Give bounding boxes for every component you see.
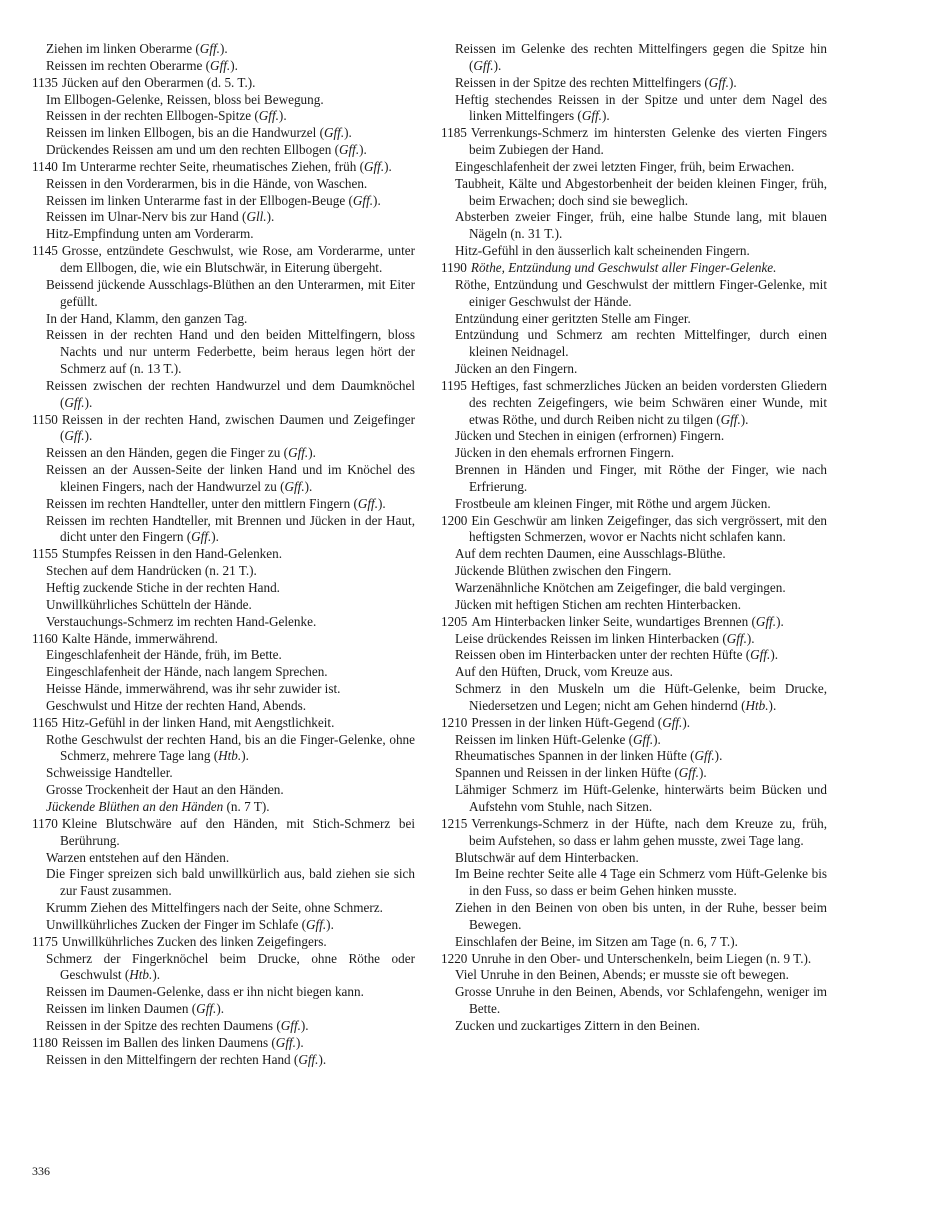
entry-tail: ). (359, 142, 367, 158)
source-abbrev: Gff. (199, 41, 220, 56)
entry-text: Beissend jückende Ausschlags-Blüthen an den Unterarmen, mit Eiter gefüllt. (46, 276, 415, 309)
entry-text: Reissen im linken Ellbogen, bis an die Handwurzel ( (46, 125, 324, 141)
entry-text: Reissen in der rechten Hand, zwischen Daumen und Zeigefinger ( (60, 411, 415, 444)
symptom-entry (32, 765, 415, 782)
entry-text: Unruhe in den Ober- und Unterschenkeln, beim Liegen (n. 9 T.). (471, 950, 812, 966)
entry-italic-text: Röthe, Entzündung und Geschwulst aller Finger-Gelenke. (470, 259, 777, 275)
symptom-entry (441, 243, 827, 260)
source-abbrev: Gff. (306, 916, 327, 932)
symptom-entry (32, 445, 415, 462)
source-abbrev: Gff. (275, 1034, 296, 1050)
symptom-entry (441, 782, 827, 816)
entry-text: Reissen in den Mittelfingern der rechten Hand ( (46, 1051, 299, 1067)
entry-text: Jücken und Stechen in einigen (erfrornen) Fingern. (455, 428, 725, 444)
source-abbrev: Gff. (726, 630, 747, 646)
entry-tail: ). (278, 108, 287, 124)
symptom-entry (441, 597, 827, 614)
entry-number: 1135 (32, 74, 58, 90)
symptom-entry (441, 866, 827, 900)
entry-tail: ). (304, 478, 313, 494)
numbered-entry (441, 951, 827, 968)
symptom-entry (32, 1018, 415, 1035)
entry-text: Warzenähnliche Knötchen am Zeigefinger, die bald vergingen. (455, 580, 786, 595)
entry-tail: ). (84, 394, 93, 410)
source-abbrev: Htb. (218, 748, 242, 764)
entry-text: Entzündung einer geritzten Stelle am Finger. (455, 310, 691, 326)
source-abbrev: Gff. (755, 613, 777, 629)
symptom-entry (32, 193, 415, 210)
entry-number: 1190 (441, 259, 467, 275)
source-abbrev: Gff. (288, 445, 309, 461)
entry-text: Reissen zwischen der rechten Handwurzel und dem Daumknöchel ( (46, 377, 415, 410)
entry-text: Rheumatisches Spannen in der linken Hüfte ( (455, 748, 695, 764)
symptom-entry (441, 1018, 827, 1035)
page-number: 336 (32, 1164, 50, 1178)
source-abbrev: Gff. (338, 142, 360, 158)
right-column (441, 41, 827, 1035)
entry-text: Reissen in der Spitze des rechten Daumens ( (46, 1017, 281, 1033)
entry-text: Heftig stechendes Reissen in der Spitze und unter dem Nagel des linken Mittelfingers ( (455, 91, 827, 124)
symptom-entry (32, 681, 415, 698)
entry-text: Verrenkungs-Schmerz im hintersten Gelenke des vierten Fingers beim Zubiegen der Hand. (469, 125, 827, 158)
entry-text: Jückende Blüthen zwischen den Fingern. (455, 563, 672, 579)
entry-tail: ). (728, 74, 737, 90)
symptom-entry (32, 1001, 415, 1018)
symptom-entry (32, 799, 415, 816)
entry-tail: ). (216, 1001, 225, 1017)
numbered-entry (32, 546, 415, 563)
symptom-entry (32, 58, 415, 75)
entry-text: Reissen in den Vorderarmen, bis in die Hände, von Waschen. (46, 175, 368, 191)
symptom-entry (32, 614, 415, 631)
numbered-entry (32, 934, 415, 951)
symptom-entry (441, 580, 827, 597)
entry-number: 1210 (441, 714, 468, 730)
entry-text: Eingeschlafenheit der zwei letzten Finger, früh, beim Erwachen. (455, 158, 795, 174)
source-abbrev: Gff. (750, 647, 771, 663)
entry-text: Hitz-Gefühl in den äusserlich kalt scheinenden Fingern. (455, 243, 750, 259)
symptom-entry (32, 866, 415, 900)
entry-text: Schmerz in den Muskeln um die Hüft-Gelenke, beim Drucke, Niedersetzen und Legen; nicht am Gehen hindernd ( (455, 681, 827, 713)
source-abbrev: Gff. (473, 57, 494, 73)
entry-tail: ). (746, 630, 755, 646)
entry-text: Rothe Geschwulst der rechten Hand, bis an die Finger-Gelenke, ohne Schmerz, mehrere Tage lang ( (46, 731, 415, 764)
symptom-entry (32, 378, 415, 412)
source-abbrev: Gff. (284, 478, 305, 494)
entry-text: In der Hand, Klamm, den ganzen Tag. (46, 310, 248, 326)
entry-tail: ). (768, 697, 777, 713)
entry-tail: ). (698, 765, 707, 781)
entry-text: Entzündung und Schmerz am rechten Mittelfinger, durch einen kleinen Neidnagel. (455, 327, 827, 360)
entry-text: Reissen in der rechten Hand und den beiden Mittelfingern, bloss Nachts und nur unterm Federbette, beim heraus legen hört der Schmerz auf (n. 13 T.). (46, 327, 415, 377)
entry-number: 1155 (32, 546, 58, 562)
entry-text: Reissen im Ulnar-Nerv bis zur Hand ( (46, 209, 247, 225)
entry-tail: ). (295, 1034, 304, 1050)
numbered-entry (32, 243, 415, 277)
entry-text: Absterben zweier Finger, früh, eine halbe Stunde lang, mit blauen Nägeln (n. 31 T.). (455, 209, 827, 242)
entry-text: Pressen in der linken Hüft-Gegend ( (471, 714, 663, 730)
source-abbrev: Gff. (352, 192, 374, 208)
symptom-entry (32, 92, 415, 109)
entry-tail: ). (714, 748, 723, 764)
entry-text: Stechen auf dem Handrücken (n. 21 T.). (46, 563, 257, 579)
source-abbrev: Gff. (694, 748, 715, 764)
symptom-entry (441, 361, 827, 378)
symptom-entry (441, 209, 827, 243)
symptom-entry (441, 967, 827, 984)
source-abbrev: Gff. (191, 529, 212, 545)
entry-text: Spannen und Reissen in der linken Hüfte ( (455, 765, 679, 781)
symptom-entry (32, 108, 415, 125)
entry-text: Jücken auf den Oberarmen (d. 5. T.). (61, 74, 256, 90)
entry-text: Hitz-Gefühl in der linken Hand, mit Aengstlichkeit. (61, 714, 335, 730)
entry-number: 1200 (441, 512, 468, 528)
entry-tail: ). (601, 108, 610, 124)
symptom-entry (441, 681, 827, 715)
entry-text: Drückendes Reissen am und um den rechten Ellbogen ( (46, 142, 339, 158)
entry-text: Lähmiger Schmerz im Hüft-Gelenke, hinterwärts beim Bücken und Aufstehn vom Stuhle, nach Sitzen. (455, 782, 827, 814)
symptom-entry (441, 631, 827, 648)
entry-text: Reissen im linken Unterarme fast in der Ellbogen-Beuge ( (46, 192, 353, 208)
symptom-entry (441, 496, 827, 513)
symptom-entry (441, 159, 827, 176)
entry-text: Frostbeule am kleinen Finger, mit Röthe und argem Jücken. (455, 495, 771, 511)
symptom-entry (32, 209, 415, 226)
entry-tail: ). (373, 192, 381, 208)
symptom-entry (32, 782, 415, 799)
symptom-entry (32, 580, 415, 597)
entry-tail: ). (493, 57, 502, 73)
entry-number: 1205 (441, 613, 468, 629)
entry-tail: ). (384, 158, 392, 174)
entry-text: Kalte Hände, immerwährend. (61, 630, 218, 646)
numbered-entry (441, 378, 827, 429)
entry-tail: (n. 7 T). (223, 798, 270, 814)
symptom-entry (441, 277, 827, 311)
entry-text: Viel Unruhe in den Beinen, Abends; er musste sie oft bewegen. (455, 967, 789, 983)
entry-text: Warzen entstehen auf den Händen. (46, 849, 230, 865)
entry-tail: ). (318, 1051, 327, 1067)
entry-number: 1220 (441, 950, 468, 966)
numbered-entry (32, 75, 415, 92)
entry-text: Reissen im linken Daumen ( (46, 1001, 197, 1017)
entry-text: Reissen oben im Hinterbacken unter der rechten Hüfte ( (455, 647, 751, 663)
entry-text: Grosse Trockenheit der Haut an den Händen. (46, 782, 284, 798)
symptom-entry (441, 984, 827, 1018)
symptom-entry (32, 917, 415, 934)
numbered-entry (32, 631, 415, 648)
entry-text: Ziehen im linken Oberarme ( (46, 41, 200, 56)
symptom-entry (32, 142, 415, 159)
symptom-entry (441, 428, 827, 445)
entry-tail: ). (776, 613, 784, 629)
entry-text: Reissen im rechten Handteller, unter den mittlern Fingern ( (46, 495, 358, 511)
symptom-entry (32, 1052, 415, 1069)
source-abbrev: Gff. (196, 1001, 217, 1017)
entry-tail: ). (326, 916, 334, 932)
entry-text: Reissen im linken Hüft-Gelenke ( (455, 731, 633, 747)
numbered-entry (32, 816, 415, 850)
entry-number: 1160 (32, 630, 58, 646)
entry-text: Eingeschlafenheit der Hände, früh, im Bette. (46, 647, 282, 663)
symptom-entry (32, 732, 415, 766)
source-abbrev: Gff. (708, 74, 729, 90)
symptom-entry (441, 732, 827, 749)
symptom-entry (441, 327, 827, 361)
entry-text: Röthe, Entzündung und Geschwulst der mittlern Finger-Gelenke, mit einiger Geschwulst der Hände. (455, 276, 827, 309)
symptom-entry (32, 698, 415, 715)
entry-text: Im Unterarme rechter Seite, rheumatisches Ziehen, früh ( (61, 158, 364, 174)
source-abbrev: Gff. (662, 714, 683, 730)
entry-tail: ). (266, 209, 275, 225)
entry-text: Reissen im Daumen-Gelenke, dass er ihn nicht biegen kann. (46, 984, 364, 1000)
source-abbrev: Gll. (246, 209, 267, 225)
entry-text: Grosse, entzündete Geschwulst, wie Rose, am Vorderarme, unter dem Ellbogen, die, wie ein Blutschwär, in Eiterung übergeht. (60, 243, 415, 275)
entry-text: Auf den Hüften, Druck, vom Kreuze aus. (455, 664, 673, 680)
entry-tail: ). (308, 445, 316, 461)
entry-tail: ). (300, 1017, 309, 1033)
symptom-entry (441, 748, 827, 765)
entry-text: Geschwulst und Hitze der rechten Hand, Abends. (46, 697, 307, 713)
symptom-entry (441, 934, 827, 951)
numbered-entry (441, 715, 827, 732)
entry-tail: ). (152, 967, 161, 983)
symptom-entry (32, 664, 415, 681)
symptom-entry (32, 647, 415, 664)
entry-text: Heftiges, fast schmerzliches Jücken an beiden vordersten Gliedern des rechten Zeigefingers, wie beim Schwären einer Wunde, mit etwas Röthe, und durch Reiben nicht zu tilgen ( (469, 377, 827, 427)
entry-italic-text: Jückende Blüthen an den Händen (46, 798, 224, 814)
symptom-entry (32, 951, 415, 985)
entry-text: Stumpfes Reissen in den Hand-Gelenken. (61, 546, 283, 562)
entry-tail: ). (230, 57, 238, 73)
entry-tail: ). (219, 41, 228, 56)
entry-text: Blutschwär auf dem Hinterbacken. (455, 849, 639, 865)
entry-text: Reissen an den Händen, gegen die Finger zu ( (46, 445, 289, 461)
numbered-entry (441, 260, 827, 277)
symptom-entry (441, 664, 827, 681)
symptom-entry (441, 311, 827, 328)
source-abbrev: Gff. (720, 411, 741, 427)
source-abbrev: Htb. (745, 697, 769, 713)
entry-number: 1215 (441, 815, 468, 831)
entry-text: Jücken an den Fingern. (455, 361, 578, 377)
entry-number: 1195 (441, 377, 467, 393)
entry-text: Die Finger spreizen sich bald unwillkürlich aus, bald ziehen sie sich zur Faust zusammen. (46, 866, 415, 899)
entry-text: Unwillkührliches Zucken der Finger im Schlafe ( (46, 916, 307, 932)
source-abbrev: Gff. (357, 495, 379, 511)
entry-text: Im Ellbogen-Gelenke, Reissen, bloss bei Bewegung. (46, 91, 324, 107)
numbered-entry (32, 159, 415, 176)
entry-tail: ). (682, 714, 691, 730)
symptom-entry (441, 850, 827, 867)
entry-tail: ). (378, 495, 386, 511)
symptom-entry (441, 176, 827, 210)
entry-text: Eingeschlafenheit der Hände, nach langem Sprechen. (46, 664, 328, 680)
entry-text: Am Hinterbacken linker Seite, wundartiges Brennen ( (471, 613, 756, 629)
entry-tail: ). (84, 428, 93, 444)
entry-text: Jücken in den ehemals erfrornen Fingern. (455, 445, 674, 461)
entry-text: Reissen im Ballen des linken Daumens ( (61, 1034, 276, 1050)
entry-number: 1175 (32, 933, 58, 949)
entry-tail: ). (740, 411, 749, 427)
entry-number: 1145 (32, 243, 58, 259)
symptom-entry (32, 125, 415, 142)
entry-text: Auf dem rechten Daumen, eine Ausschlags-Blüthe. (455, 546, 726, 562)
source-abbrev: Gff. (363, 158, 385, 174)
source-abbrev: Gff. (258, 108, 279, 124)
entry-text: Zucken und zuckartiges Zittern in den Beinen. (455, 1017, 700, 1033)
entry-text: Ziehen in den Beinen von oben bis unten, in der Ruhe, besser beim Bewegen. (455, 900, 827, 932)
symptom-entry (32, 984, 415, 1001)
source-abbrev: Gff. (581, 108, 602, 124)
entry-number: 1165 (32, 714, 58, 730)
numbered-entry (32, 1035, 415, 1052)
entry-text: Krumm Ziehen des Mittelfingers nach der Seite, ohne Schmerz. (46, 900, 383, 916)
symptom-entry (32, 311, 415, 328)
entry-number: 1170 (32, 815, 58, 831)
symptom-entry (441, 765, 827, 782)
source-abbrev: Gff. (280, 1017, 301, 1033)
entry-tail: ). (653, 731, 661, 747)
entry-text: Reissen in der rechten Ellbogen-Spitze ( (46, 108, 259, 124)
entry-tail: ). (241, 748, 249, 764)
entry-number: 1140 (32, 158, 58, 174)
entry-text: Heftig zuckende Stiche in der rechten Hand. (46, 580, 280, 595)
source-abbrev: Gff. (678, 765, 699, 781)
source-abbrev: Gff. (64, 428, 85, 444)
numbered-entry (441, 614, 827, 631)
entry-text: Leise drückendes Reissen im linken Hinterbacken ( (455, 630, 727, 646)
entry-text: Ein Geschwür am linken Zeigefinger, das sich vergrössert, mit den heftigsten Schmerzen, wovor er Nachts nicht schlafen kann. (469, 512, 827, 545)
symptom-entry (32, 900, 415, 917)
left-column (32, 41, 415, 1068)
symptom-entry (441, 92, 827, 126)
numbered-entry (441, 513, 827, 547)
entry-text: Reissen in der Spitze des rechten Mittelfingers ( (455, 74, 709, 90)
entry-text: Kleine Blutschwäre auf den Händen, mit Stich-Schmerz bei Berührung. (60, 815, 415, 848)
entry-tail: ). (344, 125, 352, 141)
symptom-entry (32, 496, 415, 513)
symptom-entry (32, 327, 415, 378)
symptom-entry (32, 462, 415, 496)
symptom-entry (32, 277, 415, 311)
symptom-entry (32, 513, 415, 547)
numbered-entry (32, 412, 415, 446)
entry-tail: ). (211, 529, 219, 545)
entry-number: 1185 (441, 125, 467, 141)
entry-text: Heisse Hände, immerwährend, was ihr sehr zuwider ist. (46, 681, 341, 697)
entry-text: Reissen im rechten Oberarme ( (46, 57, 211, 73)
entry-text: Verstauchungs-Schmerz im rechten Hand-Gelenke. (46, 613, 317, 629)
symptom-entry (441, 900, 827, 934)
entry-tail: ). (770, 647, 779, 663)
entry-text: Unwillkührliches Zucken des linken Zeigefingers. (61, 933, 327, 949)
entry-text: Jücken mit heftigen Stichen am rechten Hinterbacken. (455, 596, 741, 612)
symptom-entry (441, 445, 827, 462)
symptom-entry (441, 41, 827, 75)
symptom-entry (441, 75, 827, 92)
symptom-entry (32, 850, 415, 867)
symptom-entry (441, 462, 827, 496)
source-abbrev: Htb. (129, 967, 153, 983)
source-abbrev: Gff. (298, 1051, 319, 1067)
source-abbrev: Gff. (633, 731, 654, 747)
entry-text: Hitz-Empfindung unten am Vorderarm. (46, 226, 254, 242)
symptom-entry (32, 563, 415, 580)
entry-text: Schmerz der Fingerknöchel beim Drucke, ohne Röthe oder Geschwulst ( (46, 950, 415, 983)
symptom-entry (32, 41, 415, 58)
symptom-entry (32, 226, 415, 243)
symptom-entry (441, 546, 827, 563)
entry-text: Reissen an der Aussen-Seite der linken Hand und im Knöchel des kleinen Fingers, nach der Handwurzel zu ( (46, 462, 415, 494)
symptom-entry (441, 647, 827, 664)
entry-text: Einschlafen der Beine, im Sitzen am Tage (n. 6, 7 T.). (455, 933, 738, 949)
entry-text: Im Beine rechter Seite alle 4 Tage ein Schmerz vom Hüft-Gelenke bis in den Fuss, so dass er beim Gehen hinken musste. (455, 866, 827, 899)
source-abbrev: Gff. (64, 394, 85, 410)
entry-text: Brennen in Händen und Finger, mit Röthe der Finger, wie nach Erfrierung. (455, 462, 827, 494)
symptom-entry (32, 597, 415, 614)
source-abbrev: Gff. (210, 57, 231, 73)
symptom-entry (32, 176, 415, 193)
entry-number: 1150 (32, 411, 58, 427)
source-abbrev: Gff. (323, 125, 345, 141)
entry-text: Taubheit, Kälte und Abgestorbenheit der beiden kleinen Finger, früh, beim Erwachen; doch sind sie beweglich. (455, 175, 827, 208)
entry-text: Reissen im rechten Handteller, mit Brennen und Jücken in der Haut, dicht unter den Fingern ( (46, 512, 415, 545)
entry-text: Schweissige Handteller. (46, 765, 173, 781)
entry-text: Verrenkungs-Schmerz in der Hüfte, nach dem Kreuze zu, früh, beim Aufstehen, so dass er lahm gehen musste, zwei Tage lang. (469, 815, 827, 848)
entry-number: 1180 (32, 1034, 58, 1050)
symptom-entry (441, 563, 827, 580)
numbered-entry (441, 125, 827, 159)
entry-text: Unwillkührliches Schütteln der Hände. (46, 596, 252, 612)
entry-text: Grosse Unruhe in den Beinen, Abends, vor Schlafengehn, weniger im Bette. (455, 984, 827, 1017)
numbered-entry (32, 715, 415, 732)
entry-text: Reissen im Gelenke des rechten Mittelfingers gegen die Spitze hin ( (455, 41, 827, 73)
numbered-entry (441, 816, 827, 850)
